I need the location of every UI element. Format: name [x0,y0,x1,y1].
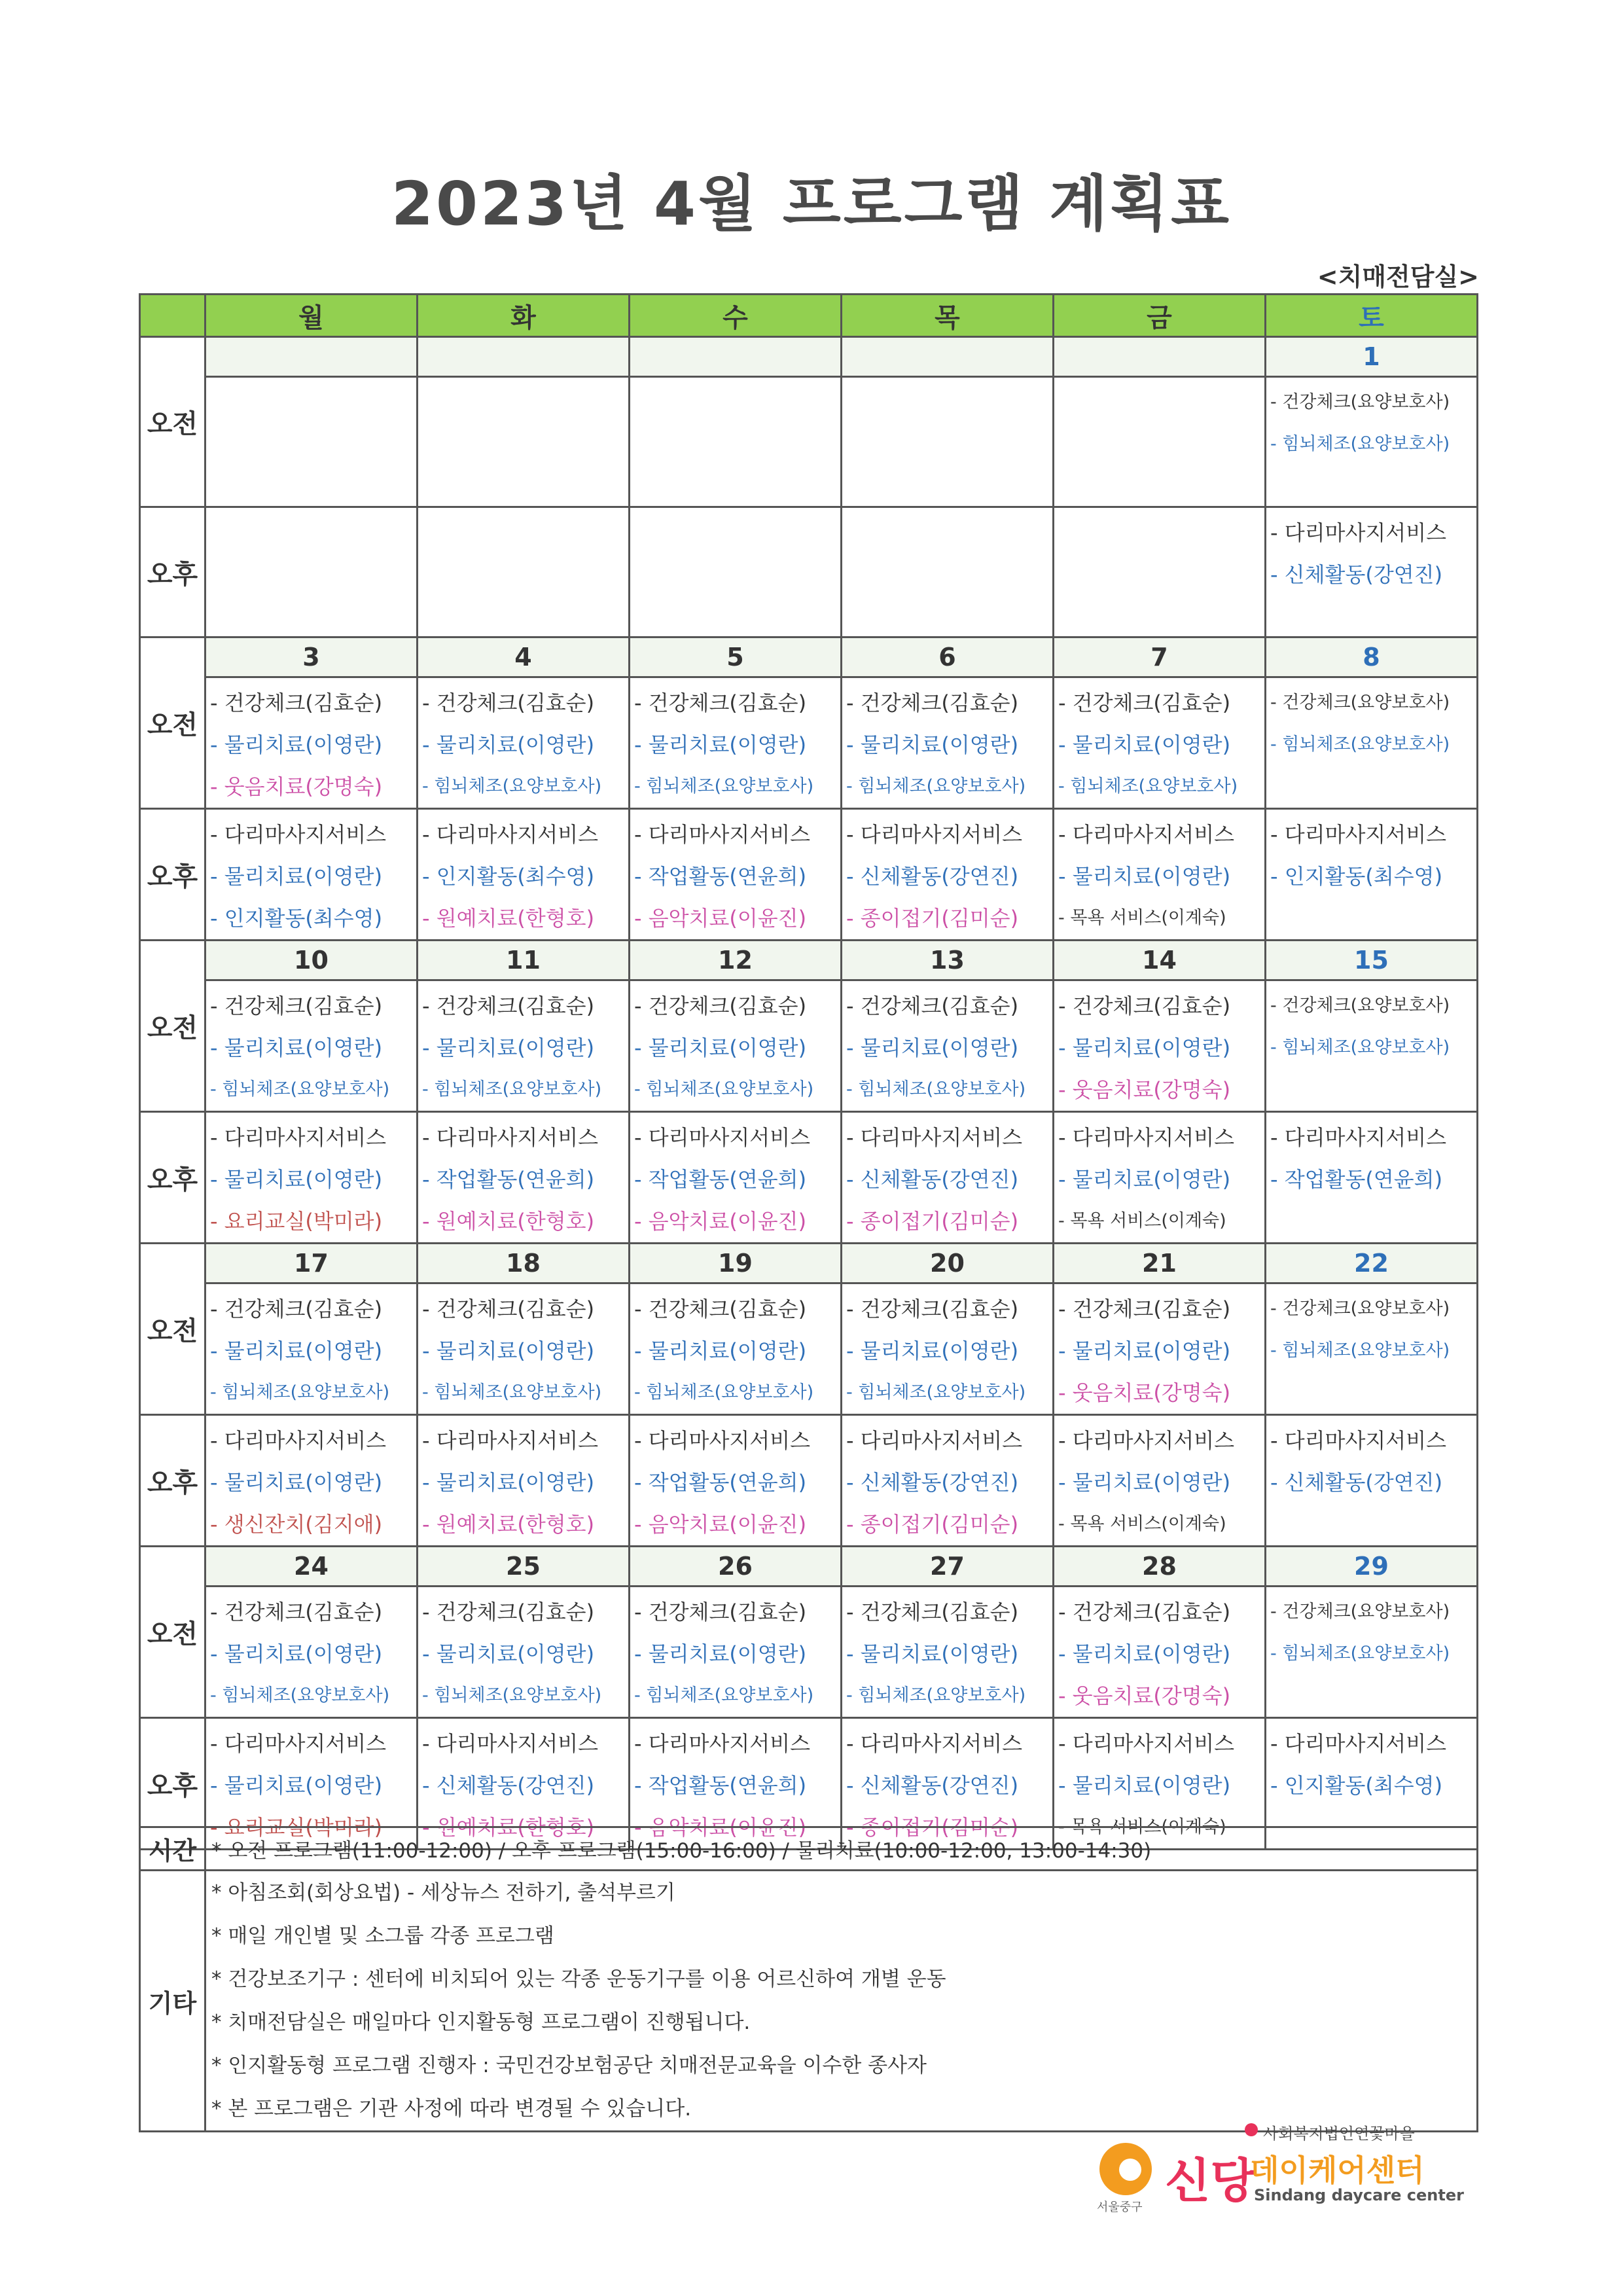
activity-item: - 인지활동(최수영) [1270,1773,1443,1798]
activity-item: - 생신잔치(김지애) [210,1512,383,1537]
activity-item: - 힘뇌체조(요양보호사) [422,1382,602,1403]
etc-line: * 건강보조기구 : 센터에 비치되어 있는 각종 운동기구를 이용 어르신하여 개별 운동 [211,1967,946,1991]
date-number: 29 [1266,1547,1478,1587]
activity-item: - 건강체크(요양보호사) [1270,692,1450,713]
activity-item: - 작업활동(연윤희) [634,1470,807,1495]
activity-item: - 물리치료(이영란) [1058,1641,1231,1666]
activity-item: - 물리치료(이영란) [422,732,595,757]
activity-item: - 다리마사지서비스 [846,822,1023,847]
activity-item: - 목욕 서비스(이계숙) [1058,1817,1226,1837]
date-number: 28 [1054,1547,1266,1587]
activity-item: - 음악치료(이윤진) [634,1209,807,1234]
activity-cell [842,980,1054,1112]
time-text: * 오전 프로그램(11:00-12:00) / 오후 프로그램(15:00-16:00) / 물리치료(10:00-12:00, 13:00-14:30) [205,1827,1478,1871]
activity-cell [1266,980,1478,1112]
activity-item: - 신체활동(강연진) [846,1167,1019,1192]
date-number: 8 [1266,637,1478,677]
activity-cell [630,809,842,941]
activity-item: - 인지활동(최수영) [210,906,383,931]
activity-item: - 다리마사지서비스 [1270,1428,1447,1453]
activity-item: - 물리치료(이영란) [210,1641,383,1666]
activity-cell [842,377,1054,507]
activity-cell [1054,980,1266,1112]
day-header: 토 [1266,295,1478,337]
activity-item: - 힘뇌체조(요양보호사) [422,776,602,797]
activity-item: - 인지활동(최수영) [422,864,595,889]
activity-cell [630,1112,842,1244]
activity-item: - 원예치료(한형호) [422,906,595,931]
activity-cell [418,1415,630,1547]
activity-item: - 힘뇌체조(요양보호사) [210,1382,390,1403]
activity-cell [1266,1587,1478,1718]
activity-item: - 건강체크(김효순) [634,1600,807,1624]
activity-cell [1266,1283,1478,1415]
activity-item: - 물리치료(이영란) [634,1338,807,1363]
activity-item: - 다리마사지서비스 [1270,1731,1447,1756]
etc-line: * 매일 개인별 및 소그룹 각종 프로그램 [211,1924,554,1948]
period-label-pm: 오후 [140,809,205,941]
activity-cell [842,677,1054,809]
day-header: 월 [205,295,418,337]
activity-item: - 웃음치료(강명숙) [1058,1683,1231,1708]
activity-item: - 힘뇌체조(요양보호사) [1270,1643,1450,1664]
activity-cell [1266,377,1478,507]
activity-item: - 다리마사지서비스 [846,1428,1023,1453]
activity-item: - 다리마사지서비스 [210,1125,387,1150]
etc-line: * 본 프로그램은 기관 사정에 따라 변경될 수 있습니다. [211,2097,692,2121]
activity-item: - 웃음치료(강명숙) [1058,1380,1231,1405]
activity-item: - 목욕 서비스(이계숙) [1058,908,1226,928]
activity-cell [1054,377,1266,507]
activity-item: - 힘뇌체조(요양보호사) [1270,1340,1450,1361]
activity-item: - 힘뇌체조(요양보호사) [210,1079,390,1100]
date-number: 24 [205,1547,418,1587]
activity-item: - 목욕 서비스(이계숙) [1058,1211,1226,1231]
activity-cell [842,1415,1054,1547]
date-number: 19 [630,1244,842,1283]
activity-item: - 다리마사지서비스 [634,1125,811,1150]
activity-cell [1266,809,1478,941]
logo-mark-icon [1099,2143,1152,2195]
activity-item: - 건강체크(김효순) [1058,1297,1231,1321]
date-number: 22 [1266,1244,1478,1283]
activity-item: - 물리치료(이영란) [422,1470,595,1495]
activity-item: - 다리마사지서비스 [846,1731,1023,1756]
activity-item: - 힘뇌체조(요양보호사) [1270,1037,1450,1058]
activity-item: - 물리치료(이영란) [846,1035,1019,1060]
activity-cell [1054,1415,1266,1547]
activity-item: - 음악치료(이윤진) [634,1512,807,1537]
am-activities-row [140,1283,1478,1415]
activity-item: - 다리마사지서비스 [1058,1731,1235,1756]
activity-item: - 신체활동(강연진) [846,1470,1019,1495]
activity-item: - 음악치료(이윤진) [634,1815,807,1840]
activity-item: - 다리마사지서비스 [422,1731,599,1756]
activity-cell [630,1587,842,1718]
activity-item: - 물리치료(이영란) [210,732,383,757]
activity-item: - 물리치료(이영란) [634,1641,807,1666]
activity-cell [205,980,418,1112]
activity-item: - 작업활동(연윤희) [422,1167,595,1192]
activity-item: - 힘뇌체조(요양보호사) [1058,776,1238,797]
activity-item: - 물리치료(이영란) [210,1167,383,1192]
date-number: 7 [1054,637,1266,677]
date-number: 10 [205,941,418,980]
date-row [140,941,1478,980]
activity-cell [1266,507,1478,637]
date-number [205,337,418,377]
activity-item: - 힘뇌체조(요양보호사) [634,776,814,797]
period-label-am: 오전 [140,637,205,809]
logo-english: Sindang daycare center [1254,2186,1464,2204]
activity-item: - 힘뇌체조(요양보호사) [1270,734,1450,755]
activity-item: - 웃음치료(강명숙) [210,774,383,799]
activity-item: - 힘뇌체조(요양보호사) [846,1685,1026,1706]
activity-item: - 신체활동(강연진) [422,1773,595,1798]
activity-item: - 건강체크(김효순) [422,691,595,715]
activity-cell [418,377,630,507]
date-number: 4 [418,637,630,677]
activity-item: - 물리치료(이영란) [846,1641,1019,1666]
activity-cell [418,1112,630,1244]
activity-item: - 다리마사지서비스 [210,822,387,847]
am-activities-row [140,1587,1478,1718]
activity-item: - 물리치료(이영란) [210,864,383,889]
activity-item: - 물리치료(이영란) [422,1641,595,1666]
date-number: 26 [630,1547,842,1587]
activity-cell [205,1415,418,1547]
etc-line: * 인지활동형 프로그램 진행자 : 국민건강보험공단 치매전문교육을 이수한 종사자 [211,2054,927,2077]
activity-item: - 다리마사지서비스 [846,1125,1023,1150]
notes-table [139,1826,1478,2132]
activity-item: - 종이접기(김미순) [846,906,1019,931]
day-header: 금 [1054,295,1266,337]
pm-activities-row [140,1415,1478,1547]
logo-region: 서울중구 [1097,2200,1143,2214]
activity-item: - 다리마사지서비스 [1270,822,1447,847]
activity-item: - 힘뇌체조(요양보호사) [634,1079,814,1100]
activity-item: - 웃음치료(강명숙) [1058,1077,1231,1102]
activity-item: - 물리치료(이영란) [846,732,1019,757]
activity-item: - 다리마사지서비스 [210,1731,387,1756]
activity-item: - 건강체크(김효순) [422,994,595,1018]
activity-cell [842,1112,1054,1244]
activity-item: - 다리마사지서비스 [1270,1125,1447,1150]
activity-cell [418,1587,630,1718]
activity-item: - 물리치료(이영란) [422,1338,595,1363]
activity-item: - 힘뇌체조(요양보호사) [422,1685,602,1706]
activity-item: - 물리치료(이영란) [1058,1773,1231,1798]
activity-item: - 음악치료(이윤진) [634,906,807,931]
activity-cell [418,677,630,809]
activity-cell [418,507,630,637]
activity-item: - 힘뇌체조(요양보호사) [634,1685,814,1706]
pm-activities-row [140,809,1478,941]
activity-cell [842,1587,1054,1718]
activity-item: - 건강체크(김효순) [1058,691,1231,715]
activity-item: - 작업활동(연윤희) [634,864,807,889]
activity-item: - 종이접기(김미순) [846,1815,1019,1840]
activity-cell [1054,809,1266,941]
activity-item: - 요리교실(박미라) [210,1209,383,1234]
date-number: 25 [418,1547,630,1587]
activity-cell [630,1415,842,1547]
etc-line: * 아침조회(회상요법) - 세상뉴스 전하기, 출석부르기 [211,1881,675,1905]
activity-item: - 물리치료(이영란) [846,1338,1019,1363]
activity-item: - 물리치료(이영란) [634,1035,807,1060]
activity-item: - 다리마사지서비스 [422,1125,599,1150]
activity-cell [205,377,418,507]
etc-line: * 치매전담실은 매일마다 인지활동형 프로그램이 진행됩니다. [211,2011,751,2034]
am-activities-row [140,677,1478,809]
date-number: 27 [842,1547,1054,1587]
period-label-pm: 오후 [140,1415,205,1547]
date-number: 21 [1054,1244,1266,1283]
date-row [140,337,1478,377]
activity-cell [1054,1587,1266,1718]
activity-cell [842,1283,1054,1415]
activity-cell [205,1283,418,1415]
activity-cell [630,1283,842,1415]
date-number: 13 [842,941,1054,980]
date-number: 11 [418,941,630,980]
activity-item: - 건강체크(김효순) [634,691,807,715]
date-row [140,637,1478,677]
activity-item: - 힘뇌체조(요양보호사) [634,1382,814,1403]
activity-item: - 물리치료(이영란) [210,1338,383,1363]
activity-cell [630,507,842,637]
activity-item: - 요리교실(박미라) [210,1815,383,1840]
activity-item: - 건강체크(김효순) [210,1297,383,1321]
activity-cell [842,809,1054,941]
activity-item: - 다리마사지서비스 [1058,822,1235,847]
date-number: 5 [630,637,842,677]
activity-item: - 작업활동(연윤희) [634,1773,807,1798]
date-number: 17 [205,1244,418,1283]
activity-item: - 힘뇌체조(요양보호사) [422,1079,602,1100]
time-row [140,1827,1478,1871]
activity-item: - 물리치료(이영란) [210,1773,383,1798]
activity-cell [205,809,418,941]
time-label: 시간 [140,1827,205,1871]
activity-item: - 물리치료(이영란) [210,1035,383,1060]
activity-cell [842,507,1054,637]
activity-item: - 건강체크(김효순) [846,691,1019,715]
activity-cell [418,1283,630,1415]
activity-item: - 건강체크(김효순) [846,994,1019,1018]
activity-item: - 작업활동(연윤희) [1270,1167,1443,1192]
day-header-row [140,295,1478,337]
date-number [1054,337,1266,377]
activity-item: - 물리치료(이영란) [1058,1338,1231,1363]
period-label-am: 오전 [140,337,205,507]
activity-item: - 원예치료(한형호) [422,1512,595,1537]
activity-item: - 건강체크(김효순) [422,1297,595,1321]
activity-item: - 건강체크(김효순) [634,994,807,1018]
activity-cell [1054,507,1266,637]
activity-item: - 인지활동(최수영) [1270,864,1443,889]
date-number: 20 [842,1244,1054,1283]
activity-cell [205,507,418,637]
activity-item: - 신체활동(강연진) [846,1773,1019,1798]
activity-item: - 원예치료(한형호) [422,1209,595,1234]
date-number: 12 [630,941,842,980]
activity-item: - 건강체크(김효순) [1058,994,1231,1018]
activity-item: - 힘뇌체조(요양보호사) [846,776,1026,797]
activity-cell [205,677,418,809]
activity-item: - 건강체크(김효순) [210,1600,383,1624]
org-dot-icon [1245,2123,1258,2136]
activity-item: - 다리마사지서비스 [634,822,811,847]
activity-item: - 건강체크(요양보호사) [1270,392,1450,412]
activity-item: - 신체활동(강연진) [1270,1470,1443,1495]
activity-item: - 다리마사지서비스 [634,1428,811,1453]
activity-item: - 물리치료(이영란) [210,1470,383,1495]
period-label-am: 오전 [140,1244,205,1415]
activity-item: - 다리마사지서비스 [422,1428,599,1453]
period-label-am: 오전 [140,1547,205,1718]
activity-item: - 힘뇌체조(요양보호사) [846,1079,1026,1100]
activity-item: - 원예치료(한형호) [422,1815,595,1840]
activity-item: - 다리마사지서비스 [1058,1125,1235,1150]
daycare-logo [1093,2121,1486,2219]
activity-item: - 다리마사지서비스 [422,822,599,847]
date-number [418,337,630,377]
etc-notes [205,1871,1478,2132]
activity-cell [418,809,630,941]
date-number: 14 [1054,941,1266,980]
activity-item: - 힘뇌체조(요양보호사) [846,1382,1026,1403]
page-title: 2023년 4월 프로그램 계획표 [391,169,1232,239]
activity-item: - 건강체크(김효순) [210,994,383,1018]
activity-cell [1054,1283,1266,1415]
date-number: 15 [1266,941,1478,980]
activity-item: - 물리치료(이영란) [1058,864,1231,889]
logo-sub: 데이케어센터 [1250,2153,1425,2188]
activity-item: - 건강체크(요양보호사) [1270,996,1450,1016]
activity-item: - 다리마사지서비스 [1058,1428,1235,1453]
activity-item: - 종이접기(김미순) [846,1512,1019,1537]
activity-item: - 건강체크(김효순) [422,1600,595,1624]
period-label-pm: 오후 [140,1718,205,1850]
activity-cell [630,377,842,507]
activity-item: - 물리치료(이영란) [1058,1167,1231,1192]
activity-item: - 물리치료(이영란) [634,732,807,757]
date-number: 3 [205,637,418,677]
activity-item: - 건강체크(김효순) [846,1297,1019,1321]
activity-item: - 힘뇌체조(요양보호사) [210,1685,390,1706]
activity-cell [418,980,630,1112]
activity-cell [1266,677,1478,809]
am-activities-row [140,377,1478,507]
activity-item: - 물리치료(이영란) [1058,1035,1231,1060]
activity-item: - 작업활동(연윤희) [634,1167,807,1192]
date-number [630,337,842,377]
date-number: 6 [842,637,1054,677]
day-header: 목 [842,295,1054,337]
page-subtitle: <치매전담실> [1317,262,1479,291]
activity-item: - 건강체크(김효순) [210,691,383,715]
logo-name: 신당 [1165,2153,1257,2208]
day-header: 화 [418,295,630,337]
activity-item: - 물리치료(이영란) [1058,732,1231,757]
activity-item: - 목욕 서비스(이계숙) [1058,1514,1226,1534]
activity-item: - 다리마사지서비스 [634,1731,811,1756]
period-label-pm: 오후 [140,507,205,637]
activity-cell [630,677,842,809]
activity-item: - 건강체크(요양보호사) [1270,1602,1450,1622]
activity-item: - 종이접기(김미순) [846,1209,1019,1234]
activity-item: - 힘뇌체조(요양보호사) [1270,434,1450,454]
activity-item: - 물리치료(이영란) [422,1035,595,1060]
date-number: 1 [1266,337,1478,377]
period-label-pm: 오후 [140,1112,205,1244]
activity-item: - 건강체크(김효순) [846,1600,1019,1624]
activity-cell [1054,677,1266,809]
etc-label: 기타 [140,1871,205,2132]
etc-row [140,1871,1478,2132]
date-row [140,1244,1478,1283]
activity-cell [205,1112,418,1244]
activity-item: - 물리치료(이영란) [1058,1470,1231,1495]
activity-item: - 다리마사지서비스 [210,1428,387,1453]
activity-item: - 다리마사지서비스 [1270,520,1447,545]
activity-item: - 신체활동(강연진) [846,864,1019,889]
activity-cell [1266,1112,1478,1244]
activity-item: - 신체활동(강연진) [1270,562,1443,587]
day-header: 수 [630,295,842,337]
activity-cell [630,980,842,1112]
pm-activities-row [140,507,1478,637]
period-label-am: 오전 [140,941,205,1112]
pm-activities-row [140,1112,1478,1244]
schedule-table [139,293,1478,1850]
activity-item: - 건강체크(요양보호사) [1270,1299,1450,1319]
activity-cell [205,1587,418,1718]
activity-cell [1266,1415,1478,1547]
activity-item: - 건강체크(김효순) [634,1297,807,1321]
header-corner [140,295,205,337]
date-row [140,1547,1478,1587]
date-number: 18 [418,1244,630,1283]
activity-item: - 건강체크(김효순) [1058,1600,1231,1624]
logo-org: 사회복지법인연꽃마을 [1263,2125,1415,2143]
date-number [842,337,1054,377]
am-activities-row [140,980,1478,1112]
activity-cell [1054,1112,1266,1244]
